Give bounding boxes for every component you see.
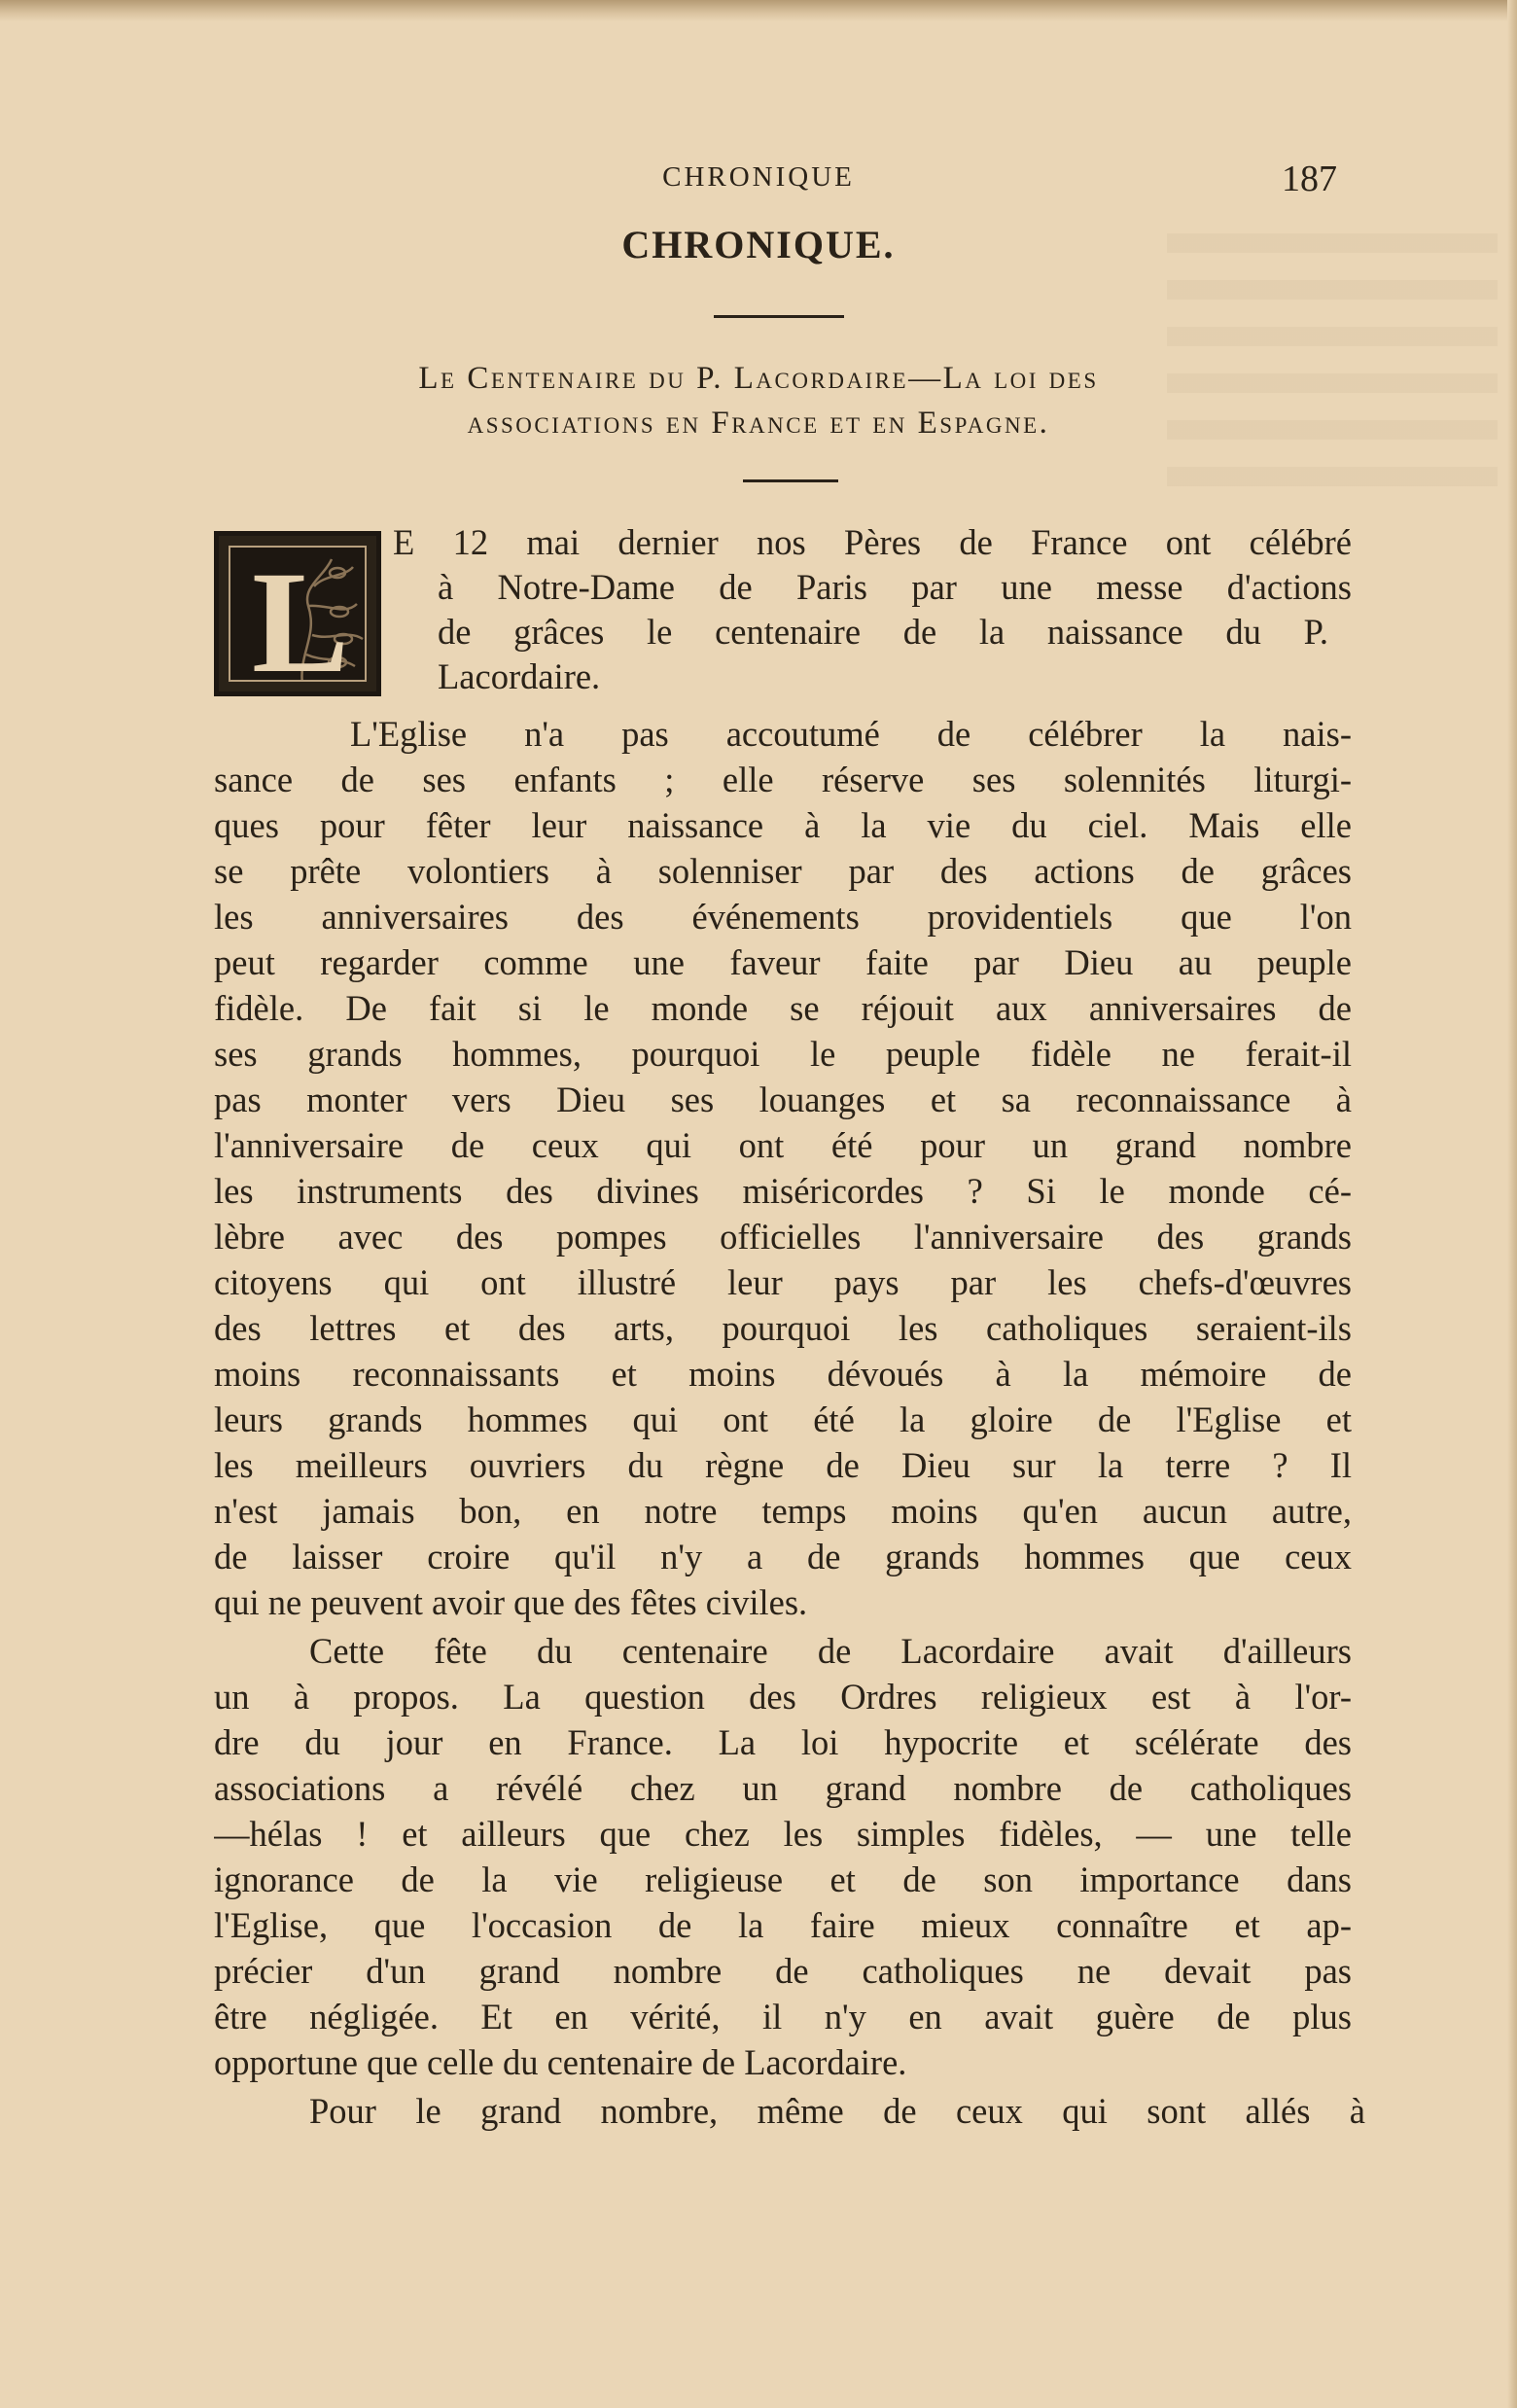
body-line: des lettres et des arts, pourquoi les catholiques seraient-ils — [214, 1308, 1352, 1348]
body-line: les anniversaires des événements providentiels que l'on — [214, 897, 1352, 937]
body-line: fidèle. De fait si le monde se réjouit aux anniversaires de — [214, 988, 1352, 1028]
body-line: n'est jamais bon, en notre temps moins qu'en aucun autre, — [214, 1491, 1352, 1531]
body-line: être négligée. Et en vérité, il n'y en avait guère de plus — [214, 1997, 1352, 2036]
body-line: Pour le grand nombre, même de ceux qui sont allés à — [309, 2091, 1365, 2131]
body-line: les instruments des divines miséricordes ? Si le monde cé- — [214, 1171, 1352, 1211]
body-line: lèbre avec des pompes officielles l'anniversaire des grands — [214, 1217, 1352, 1257]
drop-cap-letter: L — [252, 546, 350, 682]
body-line: E 12 mai dernier nos Pères de France ont célébré — [393, 522, 1352, 562]
running-header — [0, 158, 1517, 206]
body-line: ignorance de la vie religieuse et de son importance dans — [214, 1859, 1352, 1899]
section-title: CHRONIQUE. — [621, 223, 896, 266]
body-line: peut regarder comme une faveur faite par Dieu au peuple — [214, 942, 1352, 982]
body-line: sance de ses enfants ; elle réserve ses solennités liturgi- — [214, 760, 1352, 799]
body-line: opportune que celle du centenaire de Lacordaire. — [214, 2042, 907, 2082]
body-line: l'Eglise, que l'occasion de la faire mieux connaître et ap- — [214, 1905, 1352, 1945]
divider-rule — [743, 479, 838, 482]
body-line: l'anniversaire de ceux qui ont été pour un grand nombre — [214, 1125, 1352, 1165]
body-line: Lacordaire. — [438, 656, 601, 696]
body-line: ques pour fêter leur naissance à la vie du ciel. Mais elle — [214, 805, 1352, 845]
body-line: associations a révélé chez un grand nombre de catholiques — [214, 1768, 1352, 1808]
article-title-line: Le Centenaire du P. Lacordaire—La loi des — [418, 361, 1099, 396]
body-line: moins reconnaissants et moins dévoués à la mémoire de — [214, 1354, 1352, 1394]
body-line: précier d'un grand nombre de catholiques ne devait pas — [214, 1951, 1352, 1991]
body-line: se prête volontiers à solenniser par des actions de grâces — [214, 851, 1352, 891]
body-line: les meilleurs ouvriers du règne de Dieu sur la terre ? Il — [214, 1445, 1352, 1485]
body-line: qui ne peuvent avoir que des fêtes civiles. — [214, 1582, 808, 1622]
body-line: —hélas ! et ailleurs que chez les simples fidèles, — une telle — [214, 1814, 1352, 1854]
running-title: CHRONIQUE — [662, 161, 855, 193]
body-line: Cette fête du centenaire de Lacordaire avait d'ailleurs — [309, 1631, 1352, 1671]
body-line: un à propos. La question des Ordres religieux est à l'or- — [214, 1677, 1352, 1717]
body-line: leurs grands hommes qui ont été la gloire de l'Eglise et — [214, 1399, 1352, 1439]
divider-rule — [714, 315, 844, 318]
article-title-line: associations en France et en Espagne. — [467, 406, 1050, 441]
body-line: ses grands hommes, pourquoi le peuple fidèle ne ferait-il — [214, 1034, 1352, 1074]
body-line: pas monter vers Dieu ses louanges et sa reconnaissance à — [214, 1080, 1352, 1119]
page-right-edge — [1507, 0, 1517, 2408]
body-line: dre du jour en France. La loi hypocrite et scélérate des — [214, 1722, 1352, 1762]
body-line: à Notre-Dame de Paris par une messe d'actions — [438, 567, 1352, 607]
page-top-edge — [0, 0, 1517, 21]
body-line: L'Eglise n'a pas accoutumé de célébrer la nais- — [350, 714, 1352, 754]
page-number: 187 — [1282, 159, 1337, 199]
ornamental-drop-cap-icon — [214, 531, 381, 696]
article-title — [233, 356, 1284, 445]
body-line: de laisser croire qu'il n'y a de grands hommes que ceux — [214, 1537, 1352, 1576]
body-line: citoyens qui ont illustré leur pays par les chefs-d'œuvres — [214, 1262, 1352, 1302]
body-line: de grâces le centenaire de la naissance du P. — [438, 612, 1328, 652]
